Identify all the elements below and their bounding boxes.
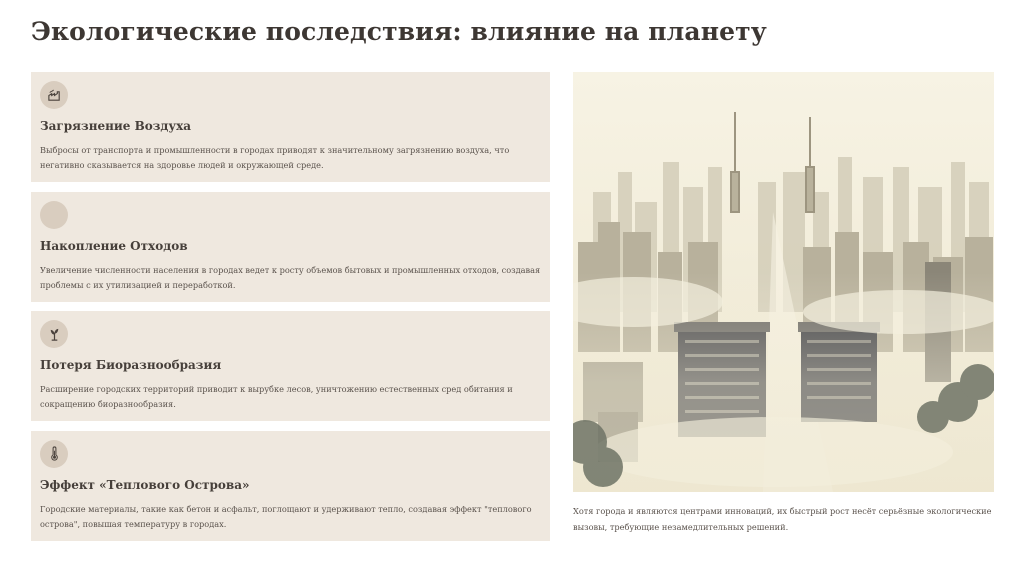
card-title: Накопление Отходов (40, 238, 188, 253)
card-title: Эффект «Теплового Острова» (40, 477, 250, 492)
card-text: Городские материалы, такие как бетон и асфальт, поглощают и удерживают тепло, создавая эффект "теплового острова", повышая температуру в городах. (40, 503, 532, 529)
card-title: Потеря Биоразнообразия (40, 358, 222, 372)
card-heat-island (31, 431, 550, 541)
plant-icon (40, 320, 68, 348)
card-title: Загрязнение Воздуха (40, 119, 192, 133)
card-text: Увеличение численности населения в городах ведет к росту объемов бытовых и промышленных отходов, создавая проблемы с их утилизацией и переработкой. (40, 264, 541, 290)
page-title: Экологические последствия: влияние на планету (31, 17, 767, 46)
card-air-pollution (31, 72, 550, 182)
image-caption: Хотя города и являются центрами инноваций, их быстрый рост несёт серьёзные экологические вызовы, требующие незамедлительных решений. (573, 506, 992, 532)
smoggy-city-skyline-image (573, 72, 994, 492)
blank-icon (40, 201, 68, 229)
card-text: Выбросы от транспорта и промышленности в городах приводят к значительному загрязнению воздуха, что негативно сказывается на здоровье людей и окружающей среде. (40, 145, 510, 170)
thermometer-icon (40, 440, 68, 468)
card-biodiversity (31, 311, 550, 421)
card-waste (31, 192, 550, 302)
impact-cards (31, 72, 550, 550)
factory-icon (40, 81, 68, 109)
card-text: Расширение городских территорий приводит к вырубке лесов, уничтожению естественных сред обитания и сокращению биоразнообразия. (40, 384, 513, 409)
